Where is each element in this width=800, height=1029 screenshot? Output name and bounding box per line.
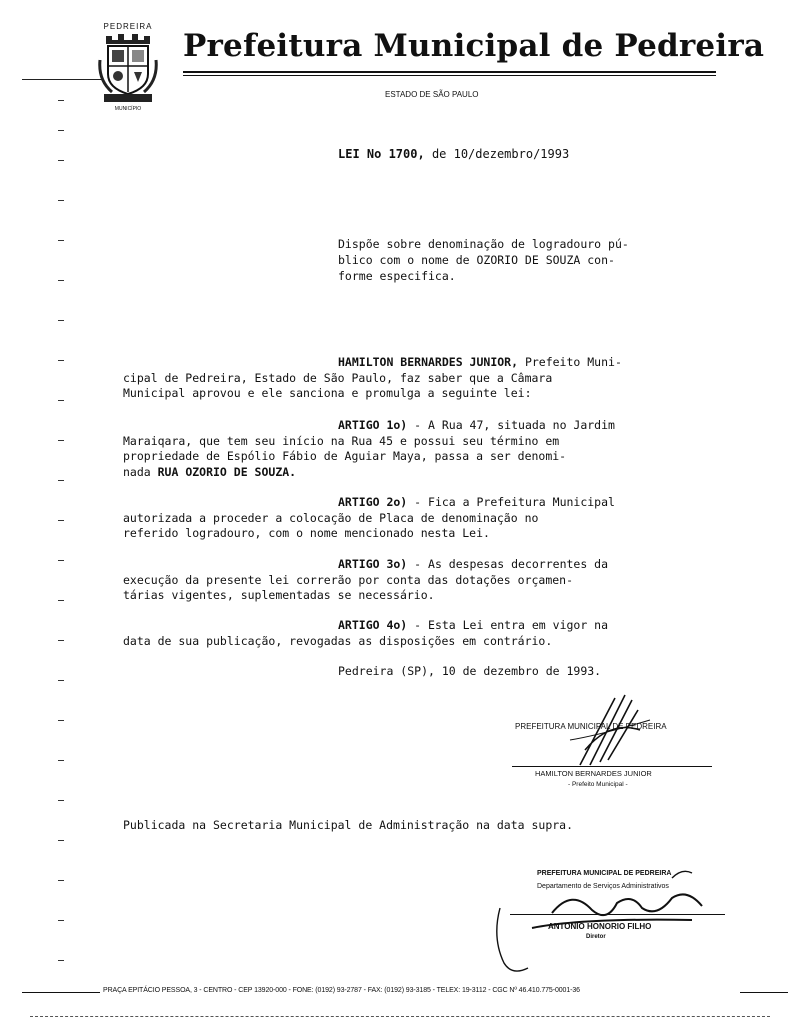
signer-name: ANTONIO HONORIO FILHO (548, 922, 652, 931)
department-stamp-sub: Departamento de Serviços Administrativos (537, 883, 669, 890)
signer-role: Diretor (586, 934, 606, 940)
frame-line (22, 79, 102, 80)
summary-line: blico com o nome de OZORIO DE SOUZA con- (338, 253, 615, 267)
summary-line: forme especifica. (338, 269, 456, 283)
article-1: ARTIGO 1o) - A Rua 47, situada no Jardim Maraiqara, que tem seu início na Rua 45 e possui seu término em propriedade de Espólio Fábio de Aguiar Maya, passa a ser denomi- nada RUA OZORIO DE SOUZA. (123, 418, 615, 479)
article-3: ARTIGO 3o) - As despesas decorrentes da execução da presente lei correrão por conta das dotações orçamen- tárias vigentes, suplementadas se necessário. (123, 557, 609, 602)
street-name: RUA OZORIO DE SOUZA. (157, 464, 297, 479)
article-label: ARTIGO 2o) (338, 495, 408, 509)
article-label: ARTIGO 4o) (338, 618, 408, 632)
signature-line (510, 914, 725, 915)
header-rule-thin (183, 75, 716, 76)
signature-stamp: PREFEITURA MUNICIPAL DE PEDREIRA (515, 722, 667, 731)
state-subtitle: ESTADO DE SÃO PAULO (385, 90, 479, 99)
signer-role: - Prefeito Municipal - (568, 781, 628, 788)
coat-of-arms-icon (98, 30, 158, 106)
department-stamp: PREFEITURA MUNICIPAL DE PEDREIRA (537, 870, 672, 877)
closing-date: Pedreira (SP), 10 de dezembro de 1993. (338, 664, 602, 678)
article-label: ARTIGO 1o) (338, 418, 408, 432)
signature-line (512, 766, 712, 767)
preamble-paragraph: HAMILTON BERNARDES JUNIOR, Prefeito Muni- cipal de Pedreira, Estado de São Paulo, faz saber que a Câmara Municipal aprovou e ele sanciona e promulga a seguinte lei: (123, 355, 622, 400)
footer-rule (740, 992, 788, 993)
crest-bottom-text: MUNICÍPIO (114, 106, 142, 112)
article-4: ARTIGO 4o) - Esta Lei entra em vigor na data de sua publicação, revogadas as disposições em contrário. (123, 618, 609, 648)
publication-note: Publicada na Secretaria Municipal de Administração na data supra. (123, 818, 574, 832)
signer-name: HAMILTON BERNARDES JUNIOR (535, 769, 652, 778)
article-2: ARTIGO 2o) - Fica a Prefeitura Municipal autorizada a proceder a colocação de Placa de denominação no referido logradouro, com o nome mencionado nesta Lei. (123, 495, 615, 540)
bottom-scan-line (30, 1016, 770, 1018)
summary-line: Dispõe sobre denominação de logradouro pú- (338, 237, 629, 251)
municipal-crest (93, 22, 163, 114)
footer-address: PRAÇA EPITÁCIO PESSOA, 3 - CENTRO - CEP 13920-000 - FONE: (0192) 93-2787 - FAX: (0192) 93-3185 - TELEX: 19-3112 - CGC Nº 46.410.775-0001-36 (103, 987, 580, 994)
law-title (338, 147, 569, 161)
header-rule (183, 71, 716, 73)
footer-rule (22, 992, 100, 993)
mayor-name: HAMILTON BERNARDES JUNIOR, (338, 355, 519, 369)
law-number: LEI No 1700, (338, 147, 425, 161)
page-title: Prefeitura Municipal de Pedreira (183, 28, 765, 64)
article-label: ARTIGO 3o) (338, 557, 408, 571)
crest-top-text: PEDREIRA (103, 22, 153, 31)
law-date: de 10/dezembro/1993 (431, 147, 570, 161)
law-summary (338, 236, 728, 284)
